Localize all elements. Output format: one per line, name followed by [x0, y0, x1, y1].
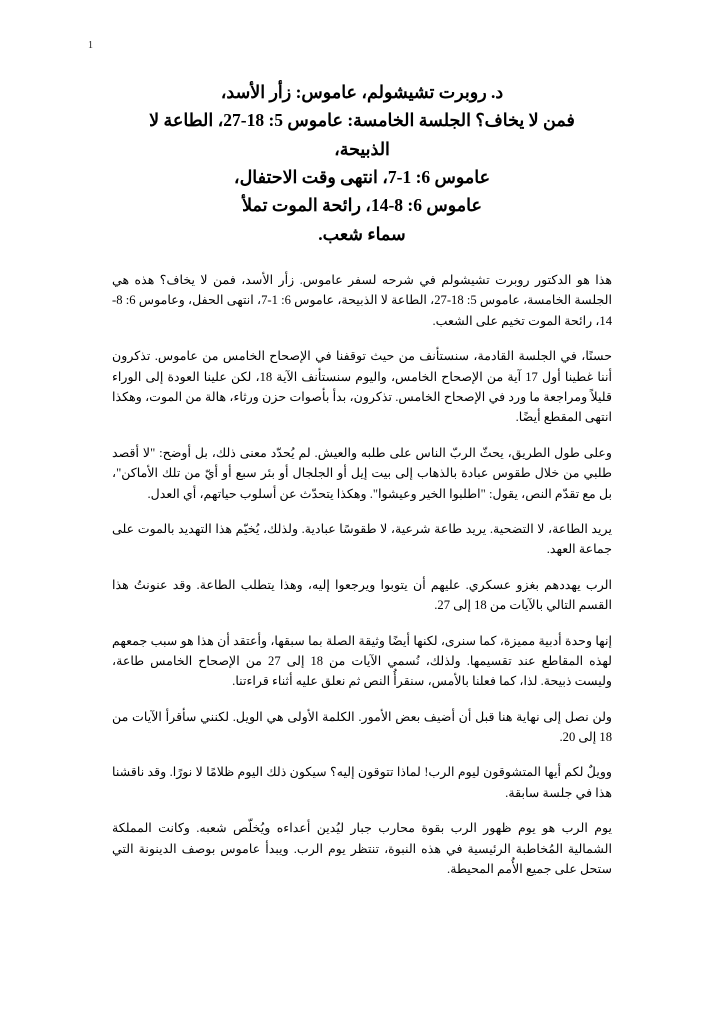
paragraph: وويلٌ لكم أيها المتشوقون ليوم الرب! لماذا تتوقون إليه؟ سيكون ذلك اليوم ظلامًا لا نورًا. وقد ناقشنا هذا في جلسة سابقة.	[112, 765, 612, 800]
paragraph: يوم الرب هو يوم ظهور الرب بقوة محارب جبار ليُدين أعداءه ويُخلّص شعبه. وكانت المملكة الشمالية المُخاطبة الرئيسية في هذه النبوة، تنتظر يوم الرب. ويبدأ عاموس بوصف الدينونة التي ستحل على جميع الأُمم المحيطة.	[112, 821, 612, 877]
title-line-1: د. روبرت تشيشولم، عاموس: زأر الأسد،	[220, 82, 504, 102]
title-line-3: الذبيحة،	[334, 138, 390, 159]
paragraph: إنها وحدة أدبية مميزة، كما سنرى، لكنها أيضًا وثيقة الصلة بما سبقها، وأعتقد أن هذا هو سبب جمعهم لهذه المقاطع عند تقسيمها. ولذلك، نُسمي الآيات من 18 إلى 27 من الإصحاح الخامس طاعة، وليست ذبيحة. لذا، كما فعلنا بالأمس، سنقرأُ النص ثم نعلق عليه أثناء قراءتنا.	[112, 633, 612, 689]
document-body	[112, 270, 612, 879]
paragraph: ولن نصل إلى نهاية هنا قبل أن أضيف بعض الأمور. الكلمة الأولى هي الويل. لكنني سأقرأ الآيات من 18 إلى 20.	[112, 709, 612, 745]
paragraph: الرب يهددهم بغزو عسكري. عليهم أن يتوبوا ويرجعوا إليه، وهذا يتطلب الطاعة. وقد عنونتُ هذا القسم التالي بالآيات من 18 إلى 27.	[112, 577, 612, 613]
document-title	[112, 78, 612, 248]
paragraph: حسنًا، في الجلسة القادمة، سنستأنف من حيث توقفنا في الإصحاح الخامس من عاموس. تذكرون أننا غطينا أول 17 آية من الإصحاح الخامس، واليوم سنستأنف الآية 18، لكن علينا العودة إلى الوراء قليلاً ومراجعة ما ورد في الإصحاح الخامس. تذكرون، بدأ بأصوات حزن ورثاء، هالة من الموت، وهكذا انتهى المقطع أيضًا.	[112, 349, 612, 425]
page-number: 1	[88, 40, 93, 51]
title-line-2: فمن لا يخاف؟ الجلسة الخامسة: عاموس 5: 18-27، الطاعة لا	[149, 110, 575, 131]
document-content	[112, 78, 612, 879]
paragraph: هذا هو الدكتور روبرت تشيشولم في شرحه لسفر عاموس. زأر الأسد، فمن لا يخاف؟ هذه هي الجلسة الخامسة، عاموس 5: 18-27، الطاعة لا الذبيحة، عاموس 6: 1-7، انتهى الحفل، وعاموس 6: 8-14، رائحة الموت تخيم على الشعب.	[112, 273, 613, 328]
paragraph: يريد الطاعة، لا التضحية. يريد طاعة شرعية، لا طقوسًا عبادية. ولذلك، يُخيّم هذا التهديد بالموت على جماعة العهد.	[112, 521, 612, 557]
title-line-4: عاموس 6: 1-7، انتهى وقت الاحتفال،	[233, 167, 491, 188]
title-line-5: عاموس 6: 8-14، رائحة الموت تملأ	[242, 195, 482, 216]
title-line-6: سماء شعب.	[318, 223, 406, 244]
paragraph: وعلى طول الطريق، يحثّ الربّ الناس على طلبه والعيش. لم يُحدّد معنى ذلك، بل أوضح: "لا أقصد طلبي من خلال طقوس عبادة بالذهاب إلى بيت إيل أو الجلجال أو بئر سبع أو أيّ من تلك الأماكن"، بل مع تقدّم النص، يقول: "اطلبوا الخير وعيشوا". وهكذا يتحدّث عن أسلوب حياتهم، أي العدل.	[112, 445, 612, 501]
